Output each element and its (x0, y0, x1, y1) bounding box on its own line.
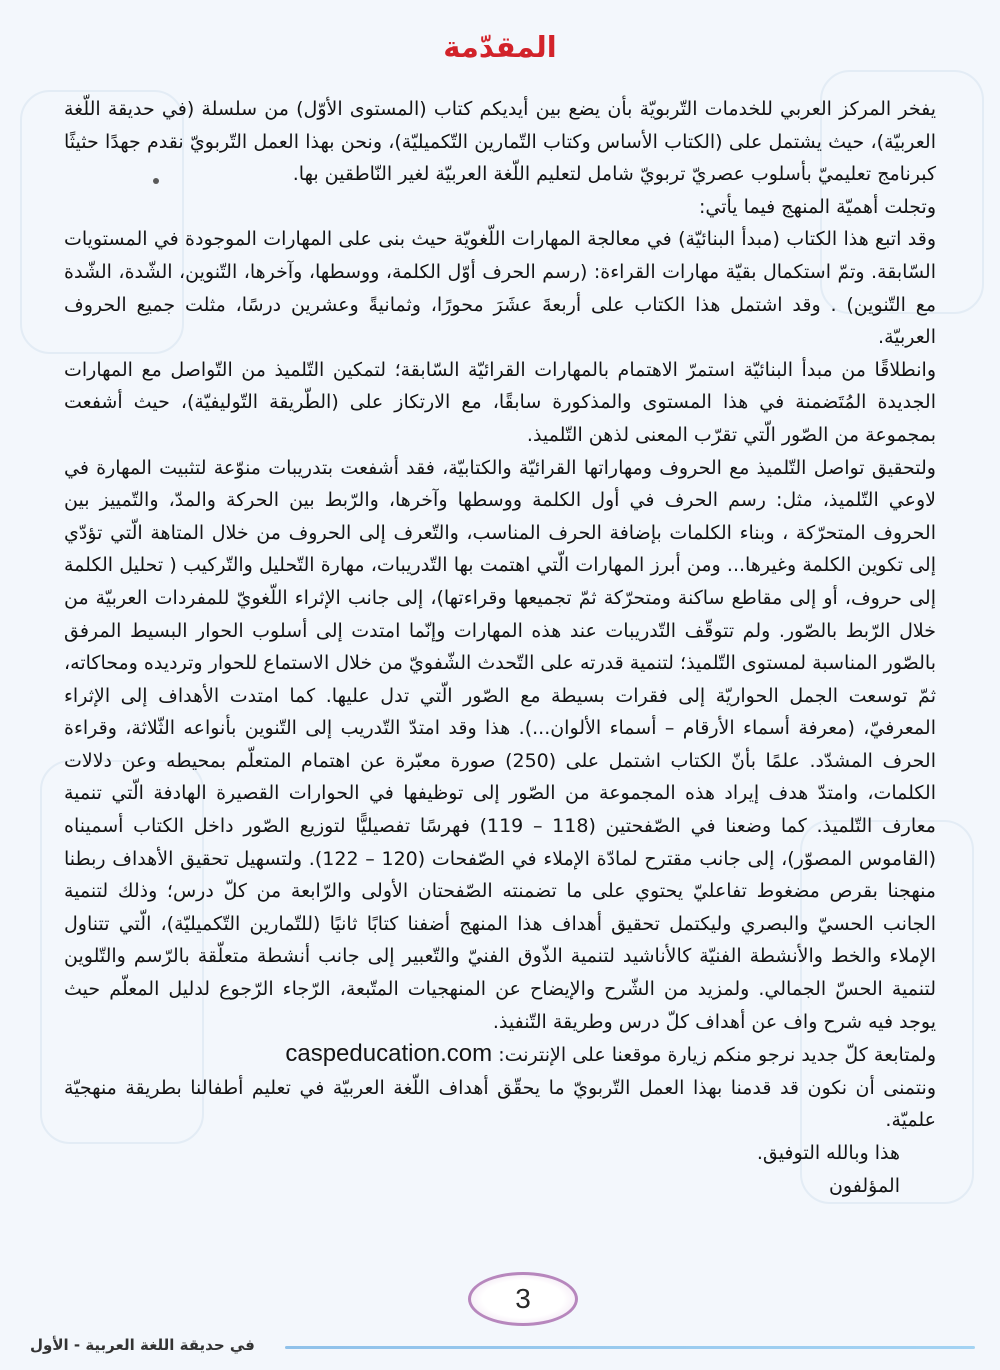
website-line (64, 1038, 936, 1072)
page-title: المقدّمة (443, 30, 557, 64)
paragraph: وتجلت أهميّة المنهج فيما يأتي: (698, 195, 936, 218)
footer-divider (285, 1346, 975, 1349)
paragraph: وقد اتبع هذا الكتاب (مبدأ البنائيّة) في معالجة المهارات اللّغويّة حيث بنى على المهارات الموجودة في المستويات السّابقة. وتمّ استكمال بقيّة مهارات القراءة: (رسم الحرف أوّل الكلمة، ووسطها، وآخرها، التّنوين، الشّدة، الشّدة مع التّنوين) . وقد اشتمل هذا الكتاب على أربعةَ عشَرَ محورًا، وثمانيةً وعشرين درسًا، مثلت جميع الحروف العربيّة. (64, 228, 936, 349)
follow-text: ولمتابعة كلّ جديد نرجو منكم زيارة موقعنا على الإنترنت: (492, 1044, 936, 1067)
paragraph: ولتحقيق تواصل التّلميذ مع الحروف ومهاراتها القرائيّة والكتابيّة، فقد أشفعت بتدريبات منوّعة لتثبيت المهارة في لاوعي التّلميذ، مثل: رسم الحرف في أول الكلمة ووسطها وآخرها، والرّبط بين الحركة والمدّ، والتّمييز بين الحروف المتحرّكة ، وبناء الكلمات بإضافة الحرف المناسب، والتّعرف إلى الحروف من خلال المتاهة الّتي تؤدّي إلى تكوين الكلمة وغيرها... ومن أبرز المهارات الّتي اهتمت بها التّدريبات، مهارة التّحليل والتّركيب ( تحليل الكلمة إلى حروف، أو إلى مقاطع ساكنة ومتحرّكة ثمّ تجميعها وقراءتها)، إلى جانب الإثراء اللّغويّ للمفردات العربيّة من خلال الرّبط بالصّور. ولم تتوقّف التّدريبات عند هذه المهارات وإنّما امتدت إلى أسلوب الحوار البسيط المرفق بالصّور المناسبة لمستوى التّلميذ؛ لتنمية قدرته على التّحدث الشّفويّ من خلال الاستماع للحوار وترديده ومحاكاته، ثمّ توسعت الجمل الحواريّة إلى فقرات بسيطة مع الصّور الّتي تدل عليها. كما امتدت الأهداف إلى الإثراء المعرفيّ، (معرفة أسماء الأرقام – أسماء الألوان...). هذا وقد امتدّ التّدريب إلى التّنوين بأنواعه الثّلاثة، وقراءة الحرف المشدّد. علمًا بأنّ الكتاب اشتمل على (250) صورة معبّرة عن اهتمام المتعلّم بمحيطه وعن دلالات الكلمات، وامتدّ هدف إيراد هذه المجموعة من الصّور إلى توظيفها في الحوارات القصيرة الهادفة الّتي تنمية معارف التّلميذ. كما وضعنا في الصّفحتين (118 – 119) فهرسًا تفصيليًّا لتوزيع الصّور داخل الكتاب أسميناه (القاموس المصوّر)، إلى جانب مقترح لمادّة الإملاء في الصّفحات (120 – 122). ولتسهيل تحقيق الأهداف ربطنا منهجنا بقرص مضغوط تفاعليّ يحتوي على ما تضمنته الصّفحتان الأولى والرّابعة من كلّ درس؛ وذلك لتنمية الجانب الحسيّ والبصري وليكتمل تحقيق أهداف هذا المنهج أضفنا كتابًا ثانيًا (للتّمارين التّكميليّة)، الّتي تتناول الإملاء والخط والأنشطة الفنيّة كالأناشيد لتنمية الذّوق الفنيّ والتّعبير إلى جانب أنشطة متعلّقة بالرّسم والتّلوين لتنمية الحسّ الجمالي. ولمزيد من الشّرح والإيضاح عن المنهجيات المتّبعة، الرّجاء الرّجوع لدليل المعلّم حيث يوجد فيه شرح واف عن أهداف كلّ درس وطريقة التّنفيذ. (64, 456, 936, 1033)
authors-signature: المؤلفون (828, 1174, 900, 1197)
paragraph: يفخر المركز العربي للخدمات التّربويّة بأن يضع بين أيديكم كتاب (المستوى الأوّل) من سلسلة (في حديقة اللّغة العربيّة)، حيث يشتمل على (الكتاب الأساس وكتاب التّمارين التّكميليّة)، ونحن بهذا العمل التّربويّ نقدم جهدًا حثيثًا كبرنامج تعليميّ بأسلوب عصريّ تربويّ شامل لتعليم اللّغة العربيّة لغير النّاطقين بها. (64, 98, 936, 186)
page-number-badge (468, 1272, 578, 1326)
paragraph: وانطلاقًا من مبدأ البنائيّة استمرّ الاهتمام بالمهارات القرائيّة السّابقة؛ لتمكين التّلميذ من التّواصل مع المهارات الجديدة المُتَضمنة في هذا المستوى والمذكورة سابقًا، مع الارتكاز على (الطّريقة التّوليفيّة)، حيث أشفعت بمجموعة من الصّور الّتي تقرّب المعنى لذهن التّلميذ. (64, 358, 936, 446)
page-number: 3 (515, 1283, 531, 1314)
footer-book-title: في حديقة اللغة العربية - الأول (30, 1336, 255, 1354)
introduction-text (64, 93, 936, 1202)
closing-line: هذا وبالله التوفيق. (756, 1142, 900, 1164)
closing-paragraph: ونتمنى أن نكون قد قدمنا بهذا العمل التّربويّ ما يحقّق أهداف اللّغة العربيّة في تعليم أطفالنا بطريقة منهجيّة علميّة. (64, 1076, 936, 1132)
website-link[interactable]: caspeducation.com (285, 1040, 493, 1068)
